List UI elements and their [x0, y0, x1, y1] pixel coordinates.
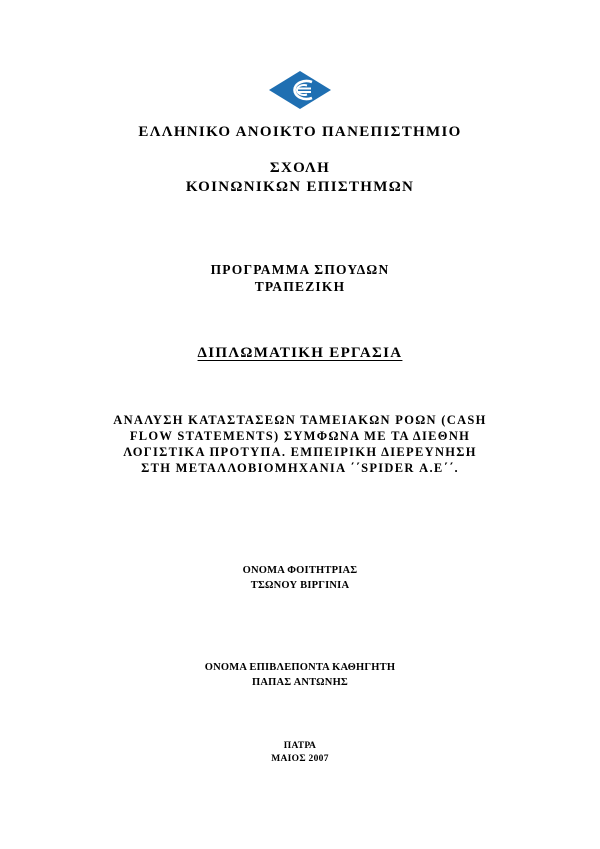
- university-name: ΕΛΛΗΝΙΚΟ ΑΝΟΙΚΤΟ ΠΑΝΕΠΙΣΤΗΜΙΟ: [138, 124, 462, 140]
- supervisor-name: ΠΑΠΑΣ ΑΝΤΩΝΗΣ: [251, 677, 348, 688]
- place: ΠΑΤΡΑ: [283, 741, 317, 751]
- supervisor-label: ΟΝΟΜΑ ΕΠΙΒΛΕΠΟΝΤΑ ΚΑΘΗΓΗΤΗ: [204, 662, 396, 673]
- document-type-heading: ΔΙΠΛΩΜΑΤΙΚΗ ΕΡΓΑΣΙΑ: [197, 345, 403, 361]
- thesis-title-line: ΛΟΓΙΣΤΙΚΑ ΠΡΟΤΥΠΑ. ΕΜΠΕΙΡΙΚΗ ΔΙΕΡΕΥΝΗΣΗ: [123, 445, 477, 459]
- student-name: ΤΣΩΝΟΥ ΒΙΡΓΙΝΙΑ: [250, 580, 350, 591]
- program-name: ΤΡΑΠΕΖΙΚΗ: [254, 279, 346, 294]
- school-name: ΚΟΙΝΩΝΙΚΩΝ ΕΠΙΣΤΗΜΩΝ: [185, 179, 415, 195]
- school-label: ΣΧΟΛΗ: [269, 160, 331, 176]
- program-label: ΠΡΟΓΡΑΜΜΑ ΣΠΟΥΔΩΝ: [210, 262, 390, 277]
- thesis-title-line: ΑΝΑΛΥΣΗ ΚΑΤΑΣΤΑΣΕΩΝ ΤΑΜΕΙΑΚΩΝ ΡΟΩΝ (CASH: [113, 413, 487, 427]
- thesis-title-line: ΣΤΗ ΜΕΤΑΛΛΟΒΙΟΜΗΧΑΝΙΑ ΄΄SPIDER Α.Ε΄΄.: [141, 461, 459, 475]
- date: ΜΑΙΟΣ 2007: [271, 754, 329, 764]
- university-logo-icon: [268, 70, 332, 110]
- student-label: ΟΝΟΜΑ ΦΟΙΤΗΤΡΙΑΣ: [242, 565, 358, 576]
- thesis-title-line: FLOW STATEMENTS) ΣΥΜΦΩΝΑ ΜΕ ΤΑ ΔΙΕΘΝΗ: [129, 429, 471, 443]
